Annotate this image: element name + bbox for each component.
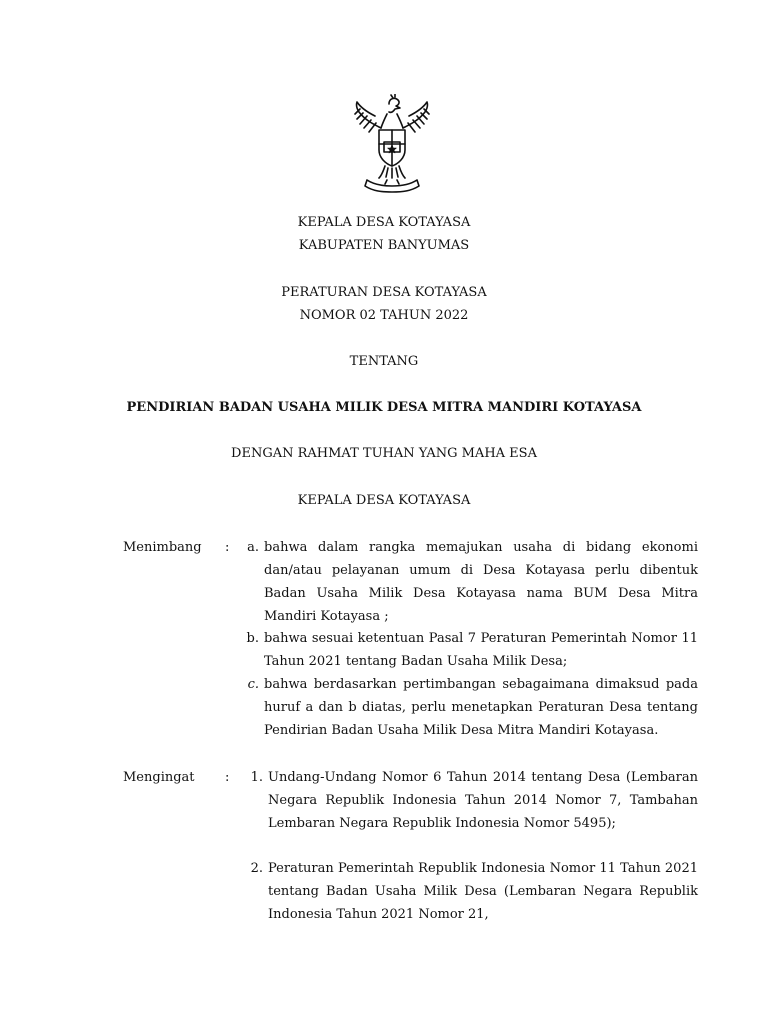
issuer-title: KEPALA DESA KOTAYASA [297,215,471,230]
menimbang-item-marker: b. [246,631,259,646]
menimbang-label: Menimbang [123,540,202,555]
garuda-pancasila-emblem-icon [351,94,433,196]
menimbang-item-marker: c. [247,677,259,692]
menimbang-item-text: bahwa sesuai ketentuan Pasal 7 Peraturan Pemerintah Nomor 11 Tahun 2021 tentang Badan Usaha Milik Desa; [264,631,698,669]
menimbang-item-text: bahwa berdasarkan pertimbangan sebagaimana dimaksud pada huruf a dan b diatas, perlu menetapkan Peraturan Desa tentang Pendirian Badan Usaha Milik Desa Mitra Mandiri Kotayasa. [264,677,698,738]
mengingat-item-marker: 2. [250,861,263,876]
mengingat-item-text: Peraturan Pemerintah Republik Indonesia Nomor 11 Tahun 2021 tentang Badan Usaha Milik Desa (Lembaran Negara Republik Indonesia Tahun 2021 Nomor 21, [268,861,698,922]
mengingat-colon: : [225,770,230,785]
regency-name: KABUPATEN BANYUMAS [298,238,470,253]
mengingat-item-marker: 1. [250,770,263,785]
regulation-type: PERATURAN DESA KOTAYASA [281,285,487,300]
menimbang-item-text: bahwa dalam rangka memajukan usaha di bidang ekonomi dan/atau pelayanan umum di Desa Kotayasa perlu dibentuk Badan Usaha Milik Desa Kotayasa nama BUM Desa Mitra Mandiri Kotayasa ; [264,540,698,624]
regulation-number: NOMOR 02 TAHUN 2022 [299,308,469,323]
mengingat-item-text: Undang-Undang Nomor 6 Tahun 2014 tentang Desa (Lembaran Negara Republik Indonesia Tahun 2014 Nomor 7, Tambahan Lembaran Negara Republik Indonesia Nomor 5495); [268,770,698,831]
menimbang-item-marker: a. [247,540,259,555]
enacting-authority: KEPALA DESA KOTAYASA [297,493,471,508]
mengingat-label: Mengingat [123,770,195,785]
menimbang-colon: : [225,540,230,555]
preamble-line: DENGAN RAHMAT TUHAN YANG MAHA ESA [231,446,537,461]
regulation-title: PENDIRIAN BADAN USAHA MILIK DESA MITRA MANDIRI KOTAYASA [126,400,642,415]
about-heading: TENTANG [349,354,419,369]
